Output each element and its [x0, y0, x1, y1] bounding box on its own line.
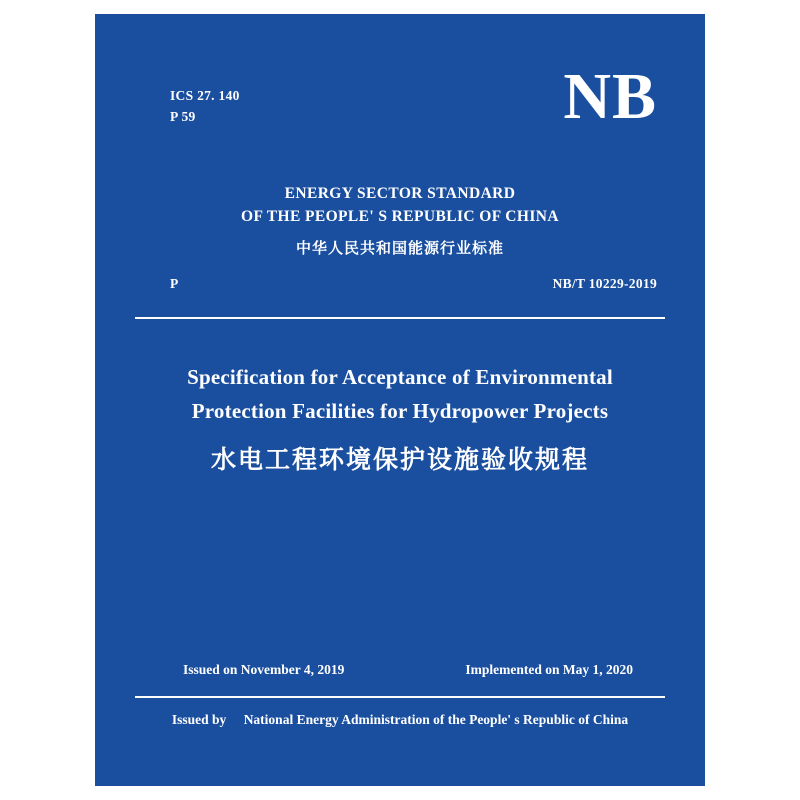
nb-logo: NB — [563, 60, 657, 133]
dates-row — [183, 662, 633, 678]
organization-chinese: 中华人民共和国能源行业标准 — [295, 238, 504, 257]
designation-row — [170, 276, 657, 292]
issuer-label: Issued by — [171, 712, 227, 727]
organization-english-line1: ENERGY SECTOR STANDARD — [284, 185, 516, 202]
title-chinese: 水电工程环境保护设施验收规程 — [210, 445, 589, 475]
designation-class-code: P — [170, 276, 179, 291]
organization-english-line2: OF THE PEOPLE' S REPUBLIC OF CHINA — [241, 208, 559, 226]
classification-code: P 59 — [170, 108, 196, 124]
title-block — [135, 360, 665, 476]
organization-block — [95, 182, 705, 258]
implemented-date: Implemented on May 1, 2020 — [465, 662, 633, 677]
divider-top — [135, 317, 665, 319]
issuer-name: National Energy Administration of the People' s Republic of China — [243, 712, 629, 727]
ics-number: ICS 27. 140 — [170, 88, 240, 103]
standard-cover — [95, 14, 705, 786]
divider-bottom — [135, 696, 665, 698]
title-english-line1: Specification for Acceptance of Environmental — [187, 365, 613, 389]
designation-standard-number: NB/T 10229-2019 — [552, 276, 657, 291]
title-english-line2: Protection Facilities for Hydropower Projects — [191, 399, 609, 424]
issued-date: Issued on November 4, 2019 — [183, 662, 345, 677]
issuer-row — [95, 712, 705, 728]
ics-block — [170, 86, 240, 128]
